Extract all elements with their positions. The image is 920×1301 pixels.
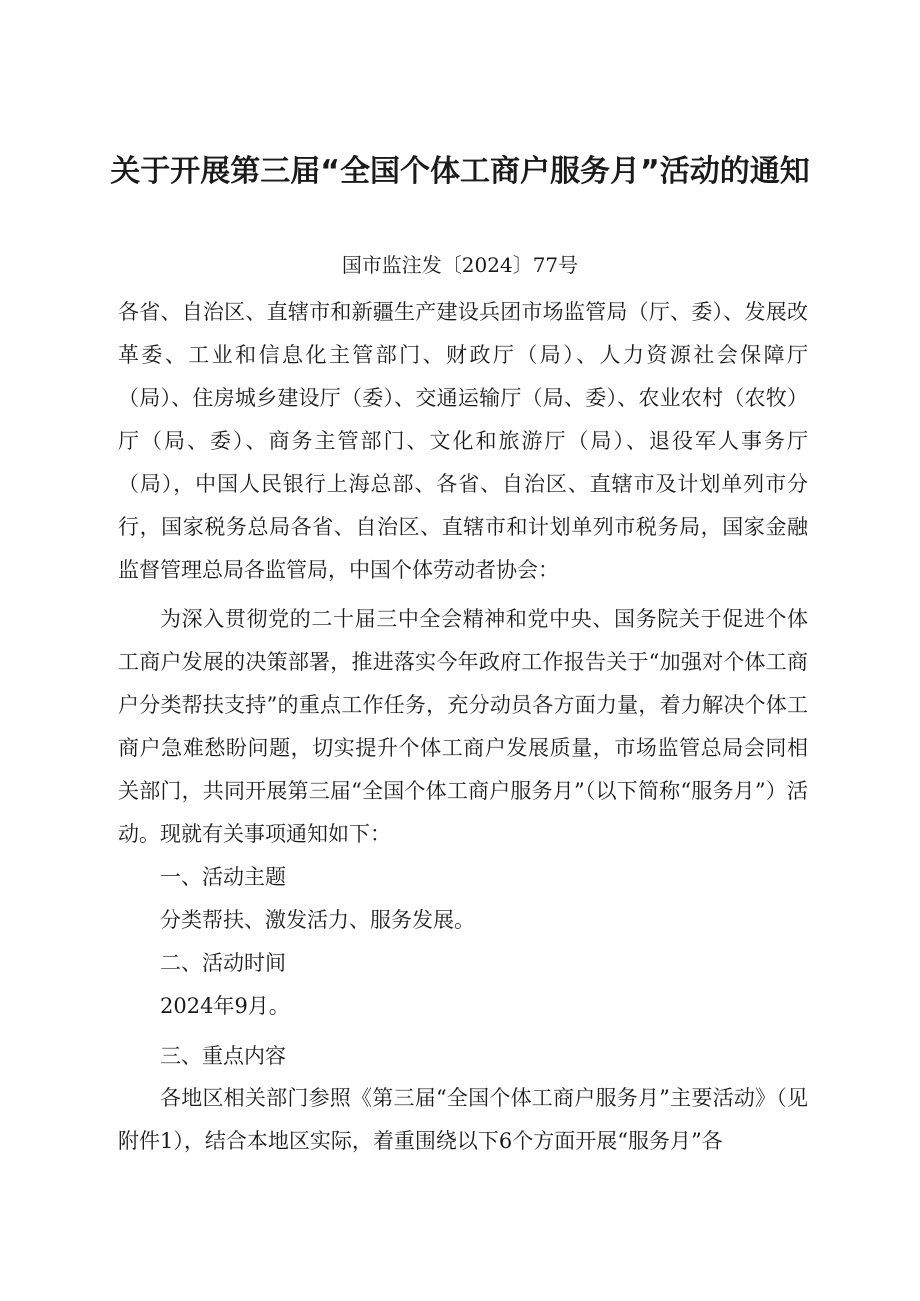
section-heading-theme: 一、活动主题: [160, 865, 286, 889]
document-title: 关于开展第三届“全国个体工商户服务月”活动的通知: [110, 154, 810, 189]
intro-paragraph: 为深入贯彻党的二十届三中全会精神和党中央、国务院关于促进个体工商户发展的决策部署，推进落实今年政府工作报告关于“加强对个体工商户分类帮扶支持”的重点工作任务，充分动员各方面力量，着力解决个体工商户急难愁盼问题，切实提升个体工商户发展质量，市场监管总局会同相关部门，共同开展第三届“全国个体工商户服务月”（以下简称“服务月”）活动。现就有关事项通知如下：: [118, 607, 808, 846]
section-text-content: 各地区相关部门参照《第三届“全国个体工商户服务月”主要活动》（见附件1），结合本地区实际，着重围绕以下6个方面开展“服务月”各: [118, 1086, 808, 1153]
section-text-theme: 分类帮扶、激发活力、服务发展。: [160, 908, 475, 932]
addressee-paragraph: 各省、自治区、直辖市和新疆生产建设兵团市场监管局（厅、委）、发展改革委、工业和信息化主管部门、财政厅（局）、人力资源社会保障厅（局）、住房城乡建设厅（委）、交通运输厅（局、委）、农业农村（农牧）厅（局、委）、商务主管部门、文化和旅游厅（局）、退役军人事务厅（局），中国人民银行上海总部、各省、自治区、直辖市及计划单列市分行，国家税务总局各省、自治区、直辖市和计划单列市税务局，国家金融监督管理总局各监管局，中国个体劳动者协会：: [118, 300, 808, 582]
document-number: 国市监注发〔2024〕77号: [341, 253, 579, 277]
section-heading-content: 三、重点内容: [160, 1044, 286, 1068]
section-heading-time: 二、活动时间: [160, 951, 286, 975]
section-text-time: 2024年9月。: [160, 994, 290, 1018]
